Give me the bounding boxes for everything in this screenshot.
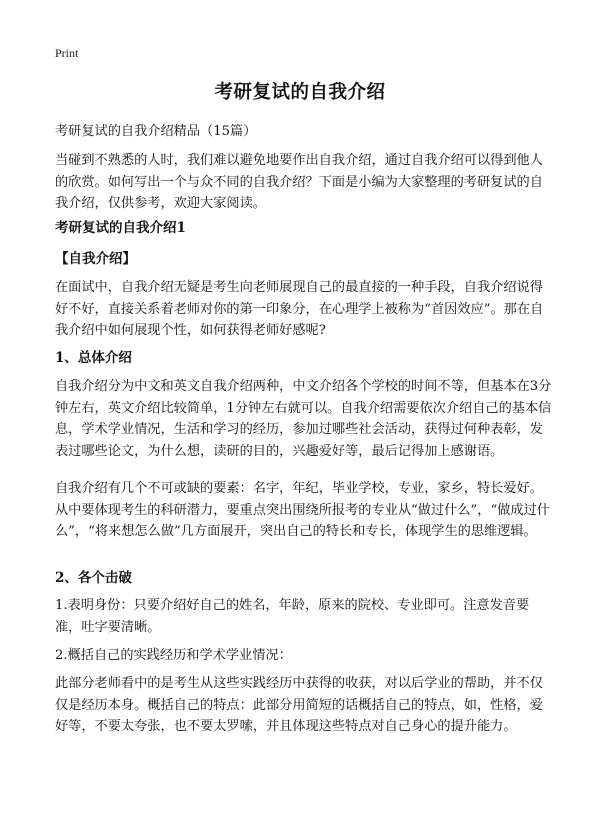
paragraph-6: 此部分老师看中的是考生从这些实践经历中获得的收获，对以后学业的帮助，并不仅仅是经历本身。概括自己的特点：此部分用简短的话概括自己的特点，如，性格，爱好等，不要太夸张，也不要太罗嗦，并且体现这些特点对自己身心的提升能力。 bbox=[55, 676, 543, 734]
section-title: 考研复试的自我介绍1 bbox=[55, 220, 186, 236]
paragraph-4: 1.表明身份：只要介绍好自己的姓名，年龄，原来的院校、专业即可。注意发音要准，吐字要清晰。 bbox=[55, 598, 530, 635]
paragraph-5: 2.概括自己的实践经历和学术学业情况： bbox=[55, 648, 292, 663]
bracket-heading: 【自我介绍】 bbox=[55, 251, 136, 267]
heading-overall: 1、总体介绍 bbox=[55, 350, 132, 366]
print-label[interactable]: Print bbox=[55, 46, 79, 60]
page-title: 考研复试的自我介绍 bbox=[214, 82, 386, 103]
subtitle: 考研复试的自我介绍精品（15篇） bbox=[55, 124, 257, 139]
paragraph-3: 自我介绍有几个不可或缺的要素：名字，年纪，毕业学校，专业，家乡，特长爱好。从中要体现考生的科研潜力，要重点突出围绕所报考的专业从“做过什么”，“做成过什么”，“将来想怎么做”几方面展开，突出自己的特长和专长，体现学生的思维逻辑。 bbox=[55, 481, 550, 539]
heading-breakdown: 2、各个击破 bbox=[55, 570, 132, 586]
paragraph-2: 自我介绍分为中文和英文自我介绍两种，中文介绍各个学校的时间不等，但基本在3分钟左右，英文介绍比较简单，1分钟左右就可以。自我介绍需要依次介绍自己的基本信息，学术学业情况，生活和学习的经历，参加过哪些社会活动，获得过何种表彰，发表过哪些论文，为什么想，读研的目的，兴趣爱好等，最后记得加上感谢语。 bbox=[55, 379, 552, 459]
paragraph-1: 在面试中，自我介绍无疑是考生向老师展现自己的最直接的一种手段，自我介绍说得好不好，直接关系着老师对你的第一印象分，在心理学上被称为“首因效应”。那在自我介绍中如何展现个性，如何获得老师好感呢? bbox=[55, 280, 544, 338]
intro-paragraph: 当碰到不熟悉的人时，我们难以避免地要作出自我介绍，通过自我介绍可以得到他人的欣赏。如何写出一个与众不同的自我介绍？下面是小编为大家整理的考研复试的自我介绍，仅供参考，欢迎大家阅读。 bbox=[55, 153, 543, 211]
